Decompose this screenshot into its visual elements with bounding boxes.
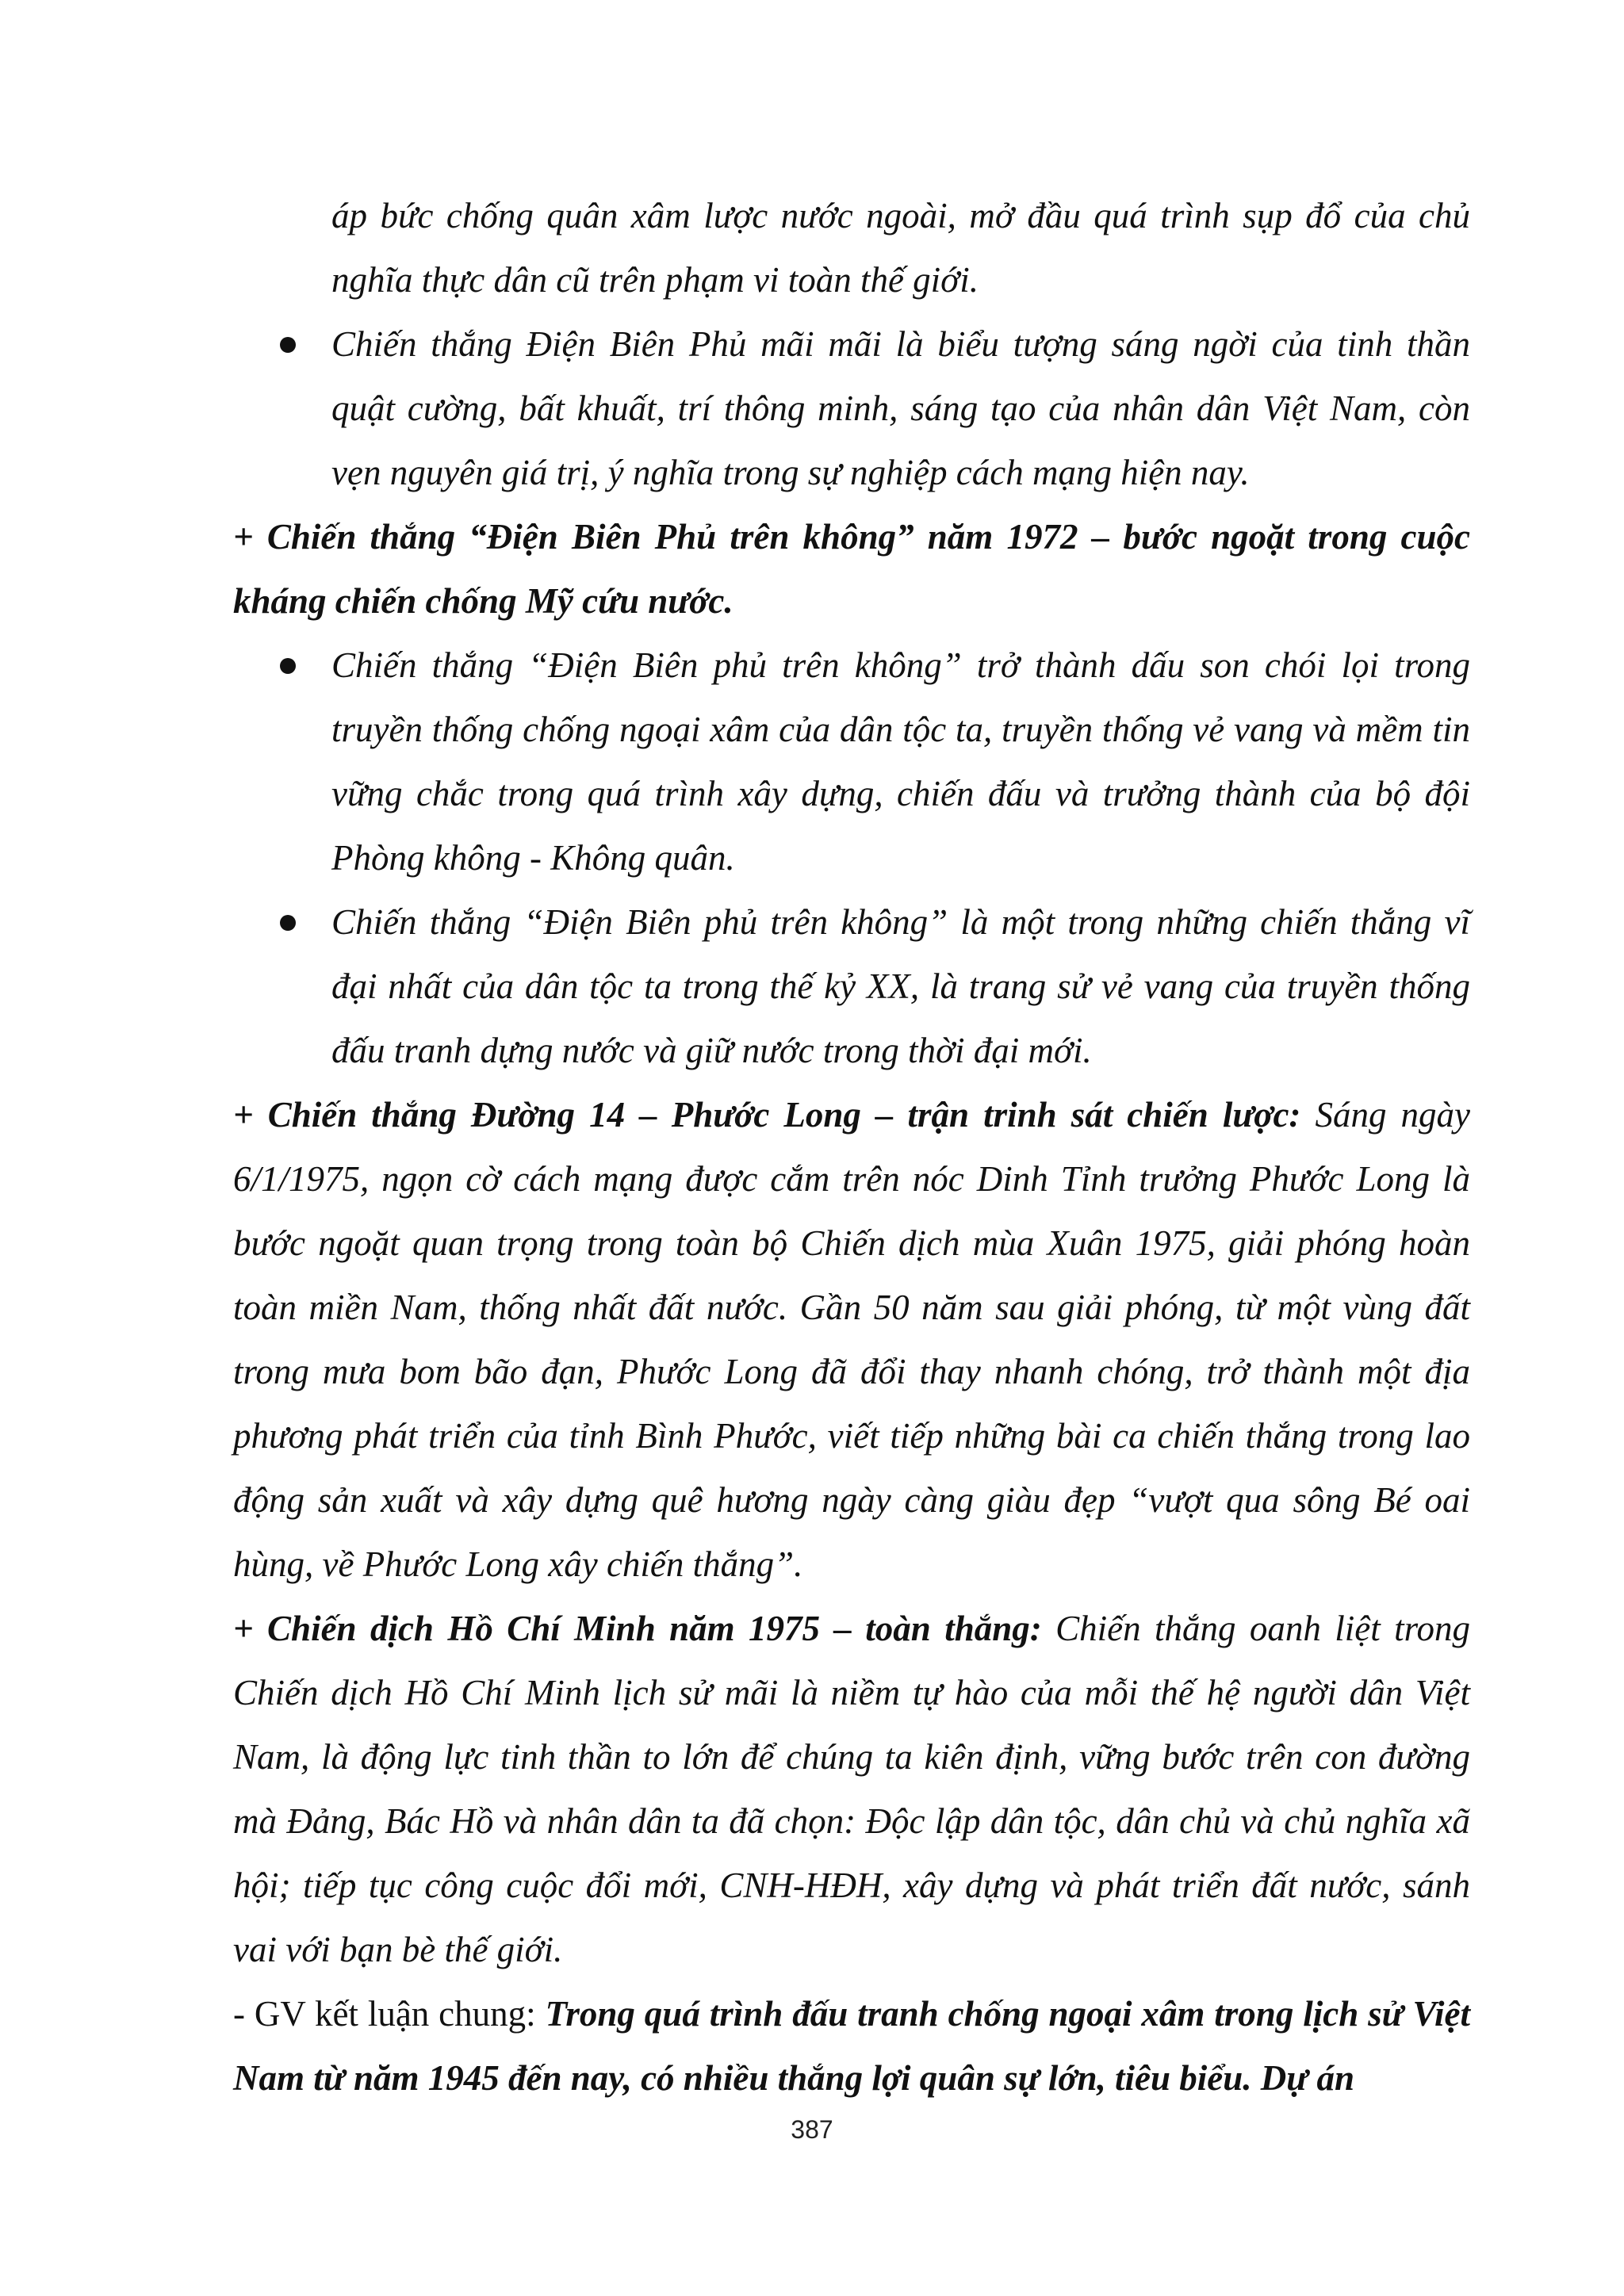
bullet-item-dienbienphu [331,312,1470,505]
page-number: 387 [791,2115,833,2144]
section-heading-hcm: + Chiến dịch Hồ Chí Minh năm 1975 – toàn thắng: [233,1609,1042,1648]
section-heading-phuoclong: + Chiến thắng Đường 14 – Phước Long – trận trinh sát chiến lược: [233,1095,1301,1135]
section-hcm [233,1597,1470,1982]
bullet-dot-icon [280,658,296,674]
bullet-text: Chiến thắng Điện Biên Phủ mãi mãi là biểu tượng sáng ngời của tinh thần quật cường, bất khuất, trí thông minh, sáng tạo của nhân dân Việt Nam, còn vẹn nguyên giá trị, ý nghĩa trong sự nghiệp cách mạng hiện nay. [331,324,1470,492]
section-phuoclong [233,1083,1470,1597]
section-heading-1972: + Chiến thắng “Điện Biên Phủ trên không” năm 1972 – bước ngoặt trong cuộc kháng chiến chống Mỹ cứu nước. [233,517,1470,621]
bullet-dot-icon [280,337,296,353]
bullet-item-1972-a [331,633,1470,890]
conclusion-body: Trong quá trình đấu tranh chống ngoại xâm trong lịch sử Việt Nam từ năm 1945 đến nay, có nhiều thắng lợi quân sự lớn, tiêu biểu. Dự án [233,1994,1470,2098]
continuation-paragraph: áp bức chống quân xâm lược nước ngoài, mở đầu quá trình sụp đổ của chủ nghĩa thực dân cũ trên phạm vi toàn thế giới. [331,196,1470,300]
bullet-item-1972-b [331,890,1470,1083]
document-body [233,184,1470,2110]
conclusion-paragraph [233,1982,1470,2110]
section-body-hcm: Chiến thắng oanh liệt trong Chiến dịch Hồ Chí Minh lịch sử mãi là niềm tự hào của mỗi thế hệ người dân Việt Nam, là động lực tinh thần to lớn để chúng ta kiên định, vững bước trên con đường mà Đảng, Bác Hồ và nhân dân ta đã chọn: Độc lập dân tộc, dân chủ và chủ nghĩa xã hội; tiếp tục công cuộc đổi mới, CNH-HĐH, xây dựng và phát triển đất nước, sánh vai với bạn bè thế giới. [233,1609,1470,1969]
conclusion-prefix: - GV kết luận chung: [233,1994,546,2034]
section-body-phuoclong: Sáng ngày 6/1/1975, ngọn cờ cách mạng được cắm trên nóc Dinh Tỉnh trưởng Phước Long là bước ngoặt quan trọng trong toàn bộ Chiến dịch mùa Xuân 1975, giải phóng hoàn toàn miền Nam, thống nhất đất nước. Gần 50 năm sau giải phóng, từ một vùng đất trong mưa bom bão đạn, Phước Long đã đổi thay nhanh chóng, trở thành một địa phương phát triển của tỉnh Bình Phước, viết tiếp những bài ca chiến thắng trong lao động sản xuất và xây dựng quê hương ngày càng giàu đẹp “vượt qua sông Bé oai hùng, về Phước Long xây chiến thắng”. [233,1095,1470,1584]
bullet-text: Chiến thắng “Điện Biên phủ trên không” trở thành dấu son chói lọi trong truyền thống chống ngoại xâm của dân tộc ta, truyền thống vẻ vang và mềm tin vững chắc trong quá trình xây dựng, chiến đấu và trưởng thành của bộ đội Phòng không - Không quân. [331,645,1470,878]
bullet-text: Chiến thắng “Điện Biên phủ trên không” là một trong những chiến thắng vĩ đại nhất của dân tộc ta trong thế kỷ XX, là trang sử vẻ vang của truyền thống đấu tranh dựng nước và giữ nước trong thời đại mới. [331,902,1470,1070]
bullet-dot-icon [280,915,296,931]
